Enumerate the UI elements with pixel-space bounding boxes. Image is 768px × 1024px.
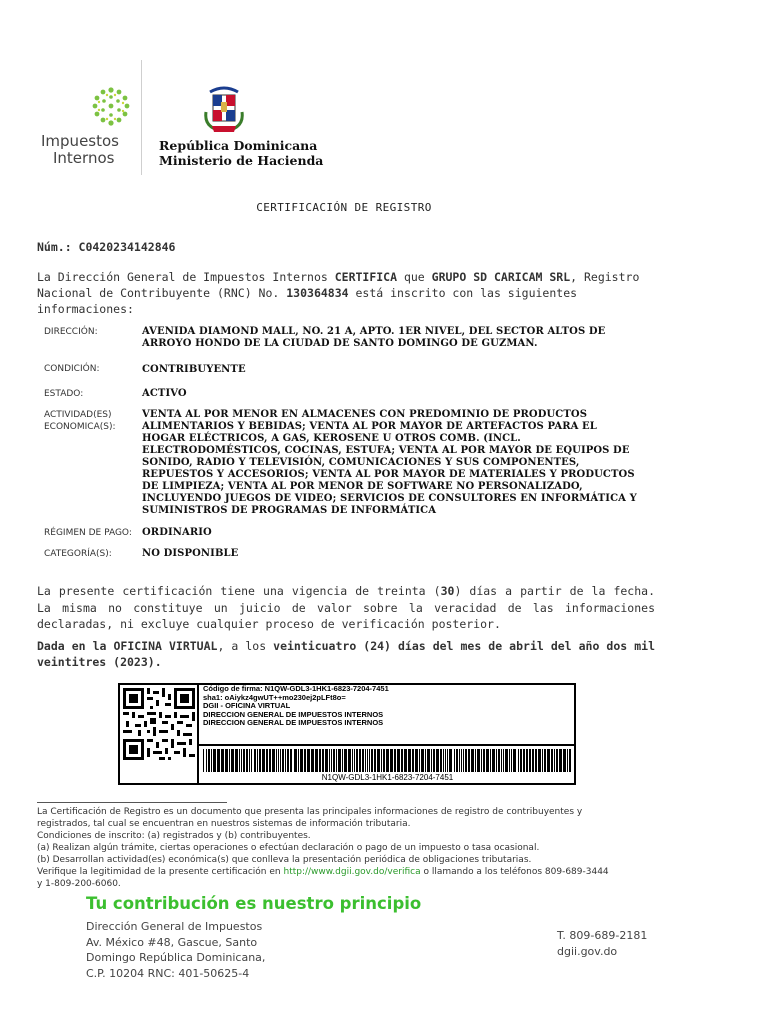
intro-certifica: CERTIFICA — [334, 270, 398, 284]
validity-text: La presente certificación tiene una vigencia de treinta ( — [37, 584, 441, 598]
actividad-value: VENTA AL POR MENOR EN ALMACENES CON PREDOMINIO DE PRODUCTOS ALIMENTARIOS Y BEBIDAS; VENTA AL POR MAYOR DE ARTEFACTOS PARA EL HOGAR ELÉCTRICOS, A GAS, KEROSENE U OTROS COMB. (INCL. ELECTRODOMÉSTICOS, COCINAS, ESTUFA; VENTA AL POR MAYOR DE EQUIPOS DE SONIDO, RADIO Y TELEVISIÓN, COMUNICACIONES Y SUS COMPONENTES, REPUESTOS Y ACCESORIOS; VENTA AL POR MAYOR DE MATERIALES Y PRODUCTOS DE LIMPIEZA; VENTA AL POR MENOR DE SOFTWARE NO PERSONALIZADO, INCLUYENDO JUEGOS DE VIDEO; SERVICIOS DE CONSULTORES EN INFORMÁTICA Y SUMINISTROS DE PROGRAMAS DE INFORMÁTICA — [142, 409, 637, 516]
barcode-icon — [201, 749, 574, 772]
verify-link[interactable]: http://www.dgii.gov.do/verifica — [283, 867, 421, 877]
issued-text-3: . — [154, 655, 162, 669]
intro-text-4: está inscrito con las siguientes informaciones: — [37, 286, 578, 316]
ministry-heading — [159, 138, 323, 168]
intro-text-2: que — [397, 270, 432, 284]
issued-text-2: , a los — [217, 639, 274, 653]
estado-label: ESTADO: — [44, 389, 84, 399]
condicion-label: CONDICIÓN: — [44, 364, 100, 374]
intro-text: La Dirección General de Impuestos Internos — [37, 270, 335, 284]
coat-of-arms-icon — [202, 82, 246, 134]
footer-address — [86, 919, 265, 981]
footnote-line: (a) Realizan algún trámite, ciertas operaciones o efectúan declaración o pago de un impuesto o tasa ocasional. — [37, 843, 540, 853]
company-name: GRUPO SD CARICAM SRL — [431, 270, 571, 284]
republic-name: República Dominicana — [159, 138, 318, 153]
signature-divider-horizontal — [197, 744, 576, 746]
address-line: Domingo República Dominicana, — [86, 951, 266, 964]
footnote-line: registrados, tal cual se encuentran en nuestros sistemas de información tributaria. — [37, 819, 411, 829]
direccion-label: DIRECCIÓN: — [44, 327, 98, 337]
address-line: C.P. 10204 RNC: 401-50625-4 — [86, 966, 250, 980]
regimen-value: ORDINARIO — [142, 527, 212, 538]
validity-paragraph — [37, 583, 655, 633]
rnc-number: 130364834 — [286, 286, 349, 300]
estado-value: ACTIVO — [142, 388, 187, 399]
footnote-line: y 1-809-200-6060. — [37, 879, 121, 889]
issued-paragraph — [37, 638, 655, 670]
footer-phone: T. 809-689-2181 — [557, 929, 648, 942]
signature-office: DGII - OFICINA VIRTUAL — [203, 701, 291, 711]
categoria-value: NO DISPONIBLE — [142, 548, 239, 559]
dgii-sun-icon — [90, 86, 132, 130]
dgii-logo-text-1: Impuestos — [41, 132, 119, 150]
signature-details — [203, 685, 389, 728]
signature-issuer-2: DIRECCION GENERAL DE IMPUESTOS INTERNOS — [203, 718, 384, 728]
footnote-line: La Certificación de Registro es un documento que presenta las principales informaciones de registro de contribuyentes y — [37, 807, 583, 817]
actividad-label — [44, 409, 116, 433]
signature-divider-vertical — [197, 683, 199, 785]
footnote-line: (b) Desarrollan actividad(es) económica(s) que conlleva la presentación periódica de obligaciones tributarias. — [37, 855, 532, 865]
footer-slogan: Tu contribución es nuestro principio — [86, 894, 422, 913]
dgii-logo-text-2: Internos — [53, 149, 115, 167]
footnote-text: Verifique la legitimidad de la presente certificación en — [37, 867, 284, 877]
issued-office: OFICINA VIRTUAL — [113, 639, 218, 653]
address-line: Dirección General de Impuestos — [86, 920, 263, 933]
intro-text-3: , Registro Nacional de Contribuyente (RNC) No. — [37, 270, 640, 300]
footer-contact — [557, 928, 647, 959]
footnotes — [37, 806, 667, 890]
footnote-divider — [37, 802, 227, 803]
address-line: Av. México #48, Gascue, Santo — [86, 935, 258, 949]
issued-date: veinticuatro (24) días del mes de abril del año dos mil veintitres (2023) — [37, 639, 655, 669]
header-divider — [141, 60, 142, 175]
footnote-line: Condiciones de inscrito: (a) registrados y (b) contribuyentes. — [37, 831, 311, 841]
validity-text-2: ) días a partir de la fecha. La misma no constituye un juicio de valor sobre la veracidad de las informaciones declaradas, ni excluye cualquier proceso de verificación posterior. — [37, 584, 655, 631]
footer-website[interactable]: dgii.gov.do — [557, 944, 618, 958]
validity-days: 30 — [440, 584, 455, 598]
actividad-label-line1: ACTIVIDAD(ES) — [44, 410, 112, 420]
barcode-code: N1QW-GDL3-1HK1-6823-7204-7451 — [321, 773, 454, 782]
signature-hash: sha1: oAiykz4gwUT++mo230ej2pLFt8o= — [203, 692, 346, 702]
actividad-label-line2: ECONOMICA(S): — [44, 422, 116, 432]
qr-code-icon — [123, 688, 195, 760]
intro-paragraph — [37, 269, 657, 317]
condicion-value: CONTRIBUYENTE — [142, 364, 246, 375]
issued-text: Dada en la — [37, 639, 114, 653]
categoria-label: CATEGORÍA(S): — [44, 549, 112, 559]
direccion-value: AVENIDA DIAMOND MALL, NO. 21 A, APTO. 1ER NIVEL, DEL SECTOR ALTOS DE ARROYO HONDO DE LA CIUDAD DE SANTO DOMINGO DE GUZMAN. — [142, 326, 606, 349]
footnote-verify-line — [37, 866, 667, 878]
signature-issuer: DIRECCION GENERAL DE IMPUESTOS INTERNOS — [203, 709, 384, 719]
ministry-name: Ministerio de Hacienda — [159, 153, 324, 168]
document-title: CERTIFICACIÓN DE REGISTRO — [256, 201, 432, 214]
regimen-label: RÉGIMEN DE PAGO: — [44, 528, 132, 538]
footnote-text: o llamando a los teléfonos 809-689-3444 — [420, 867, 609, 877]
dgii-logo — [36, 86, 146, 176]
certificate-number: Núm.: C0420234142846 — [37, 240, 176, 254]
signature-code: Código de firma: N1QW-GDL3-1HK1-6823-7204-7451 — [203, 684, 389, 693]
